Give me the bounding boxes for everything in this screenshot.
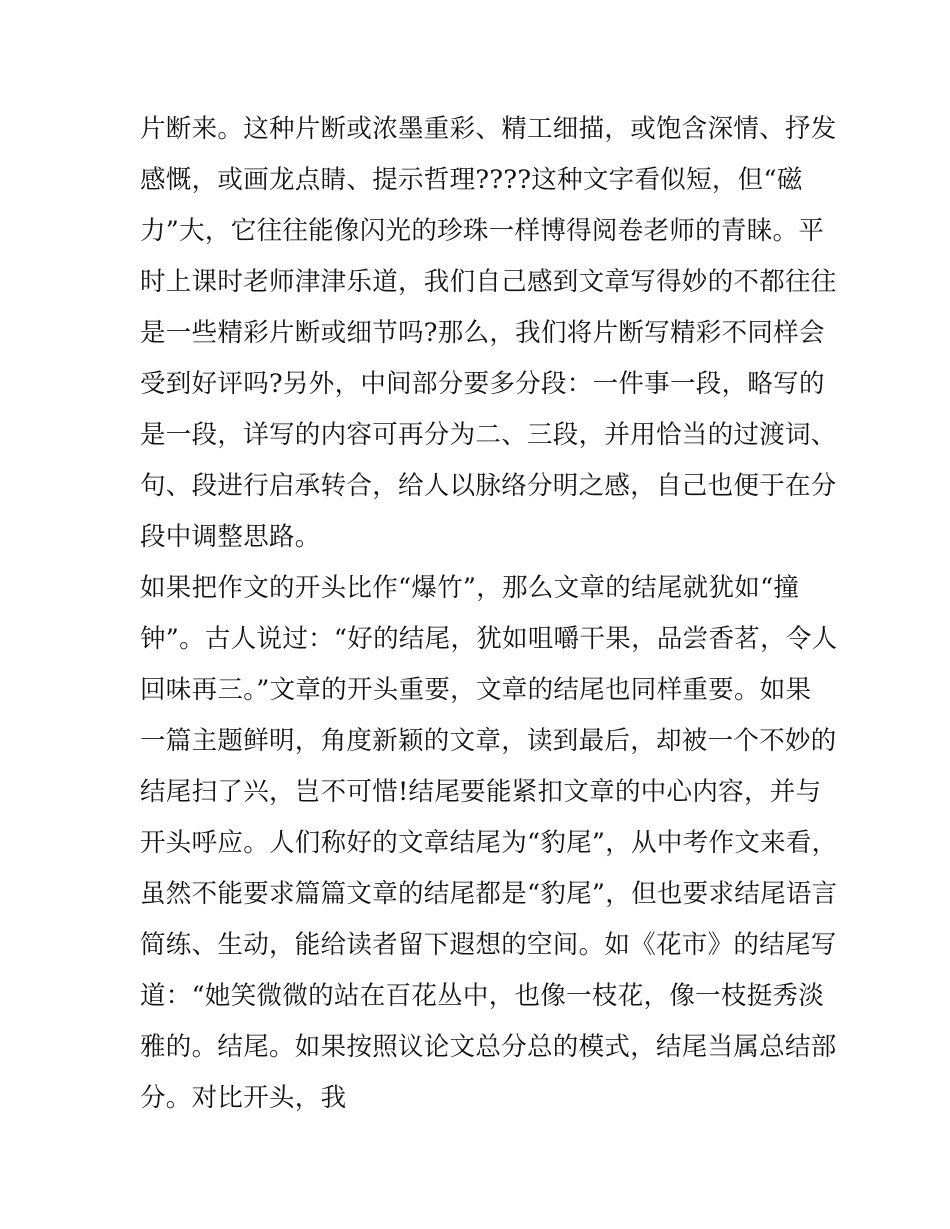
text-line: 道：“她笑微微的站在百花丛中，也像一枝花，像一枝挺秀淡 — [140, 981, 825, 1011]
text-line: 段中调整思路。 — [140, 522, 321, 552]
text-line: 回味再三。”文章的开头重要，文章的结尾也同样重要。如果 — [140, 675, 812, 705]
body-text — [140, 104, 838, 1124]
text-line: 如果把作文的开头比作“爆竹”，那么文章的结尾就犹如“撞 — [140, 573, 800, 603]
text-line: 片断来。这种片断或浓墨重彩、精工细描，或饱含深情、抒发 — [140, 114, 837, 144]
text-line: 结尾扫了兴，岂不可惜!结尾要能紧扣文章的中心内容，并与 — [140, 777, 822, 807]
text-line: 时上课时老师津津乐道，我们自己感到文章写得妙的不都往往 — [140, 267, 837, 297]
text-line: 雅的。结尾。如果按照议论文总分总的模式，结尾当属总结部 — [140, 1032, 837, 1062]
text-line: 钟”。古人说过：“好的结尾，犹如咀嚼干果，品尝香茗，令人 — [140, 624, 838, 654]
text-line: 虽然不能要求篇篇文章的结尾都是“豹尾”，但也要求结尾语言 — [140, 879, 838, 909]
text-line: 是一段，详写的内容可再分为二、三段，并用恰当的过渡词、 — [140, 420, 837, 450]
text-line: 是一些精彩片断或细节吗?那么，我们将片断写精彩不同样会 — [140, 318, 825, 348]
text-line: 句、段进行启承转合，给人以脉络分明之感，自己也便于在分 — [140, 471, 837, 501]
text-line: 开头呼应。人们称好的文章结尾为“豹尾”，从中考作文来看， — [140, 828, 838, 858]
text-line: 分。对比开头，我 — [140, 1083, 347, 1113]
text-line: 简练、生动，能给读者留下遐想的空间。如《花市》的结尾写 — [140, 930, 837, 960]
text-line: 力”大，它往往能像闪光的珍珠一样博得阅卷老师的青睐。平 — [140, 216, 825, 246]
text-line: 受到好评吗?另外，中间部分要多分段：一件事一段，略写的 — [140, 369, 825, 399]
text-line: 一篇主题鲜明，角度新颖的文章，读到最后，却被一个不妙的 — [140, 726, 837, 756]
text-line: 感慨，或画龙点睛、提示哲理????这种文字看似短，但“磁 — [140, 165, 803, 195]
